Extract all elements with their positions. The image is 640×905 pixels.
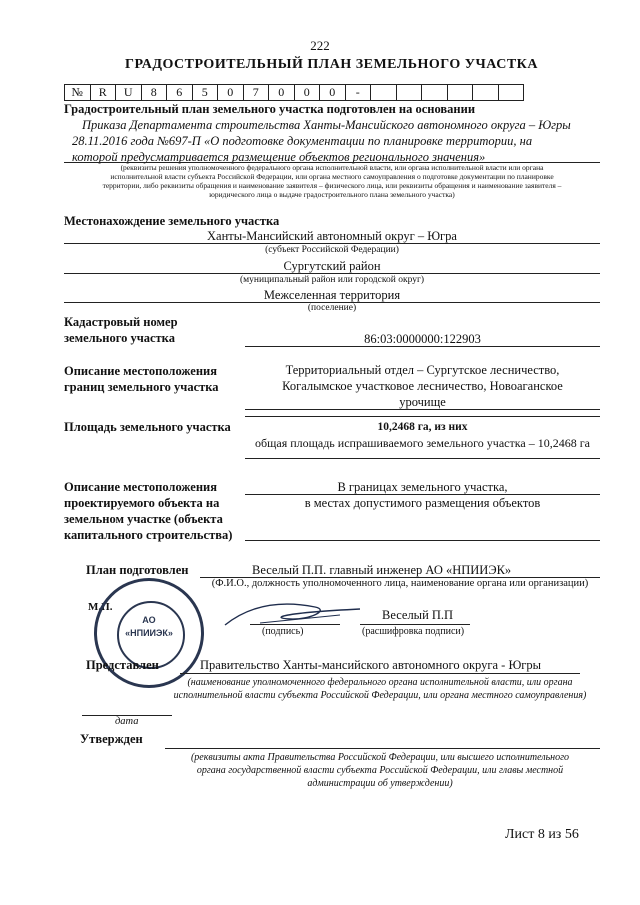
stamp-line-1: АО [142, 615, 156, 625]
number-cell [498, 85, 524, 101]
signature-scribble [220, 595, 370, 635]
number-cell: U [116, 85, 142, 101]
submitted-value: Правительство Ханты-мансийского автономного округа - Югры [200, 658, 542, 672]
object-label-4: капитального строительства) [64, 528, 233, 542]
basis-note-2: исполнительной власти субъекта Российской Федерации, или органа местного самоуправления о подготовке документации по планировке [110, 172, 554, 181]
object-line-1: В границах земельного участка, [337, 480, 508, 494]
prepared-note: (Ф.И.О., должность уполномоченного лица, наименование органа или организации) [211, 578, 589, 589]
approved-note-3: администрации об утверждении) [307, 778, 453, 789]
number-cell [473, 85, 499, 101]
number-cell: 7 [243, 85, 269, 101]
number-cell [447, 85, 473, 101]
approved-label: Утвержден [80, 732, 143, 746]
number-cell [371, 85, 397, 101]
area-top-line [245, 416, 600, 417]
boundaries-underline [245, 409, 600, 410]
basis-line-1: Приказа Департамента строительства Ханты-Мансийского автономного округа – Югры [82, 118, 571, 132]
approved-note-2: органа государственной власти субъекта Российской Федерации, или главы местной [196, 765, 564, 776]
submitted-note-2: исполнительной власти субъекта Российской Федерации, или органа местного самоуправления) [173, 690, 587, 701]
object-label-1: Описание местоположения [64, 480, 217, 494]
decode-note: (расшифровка подписи) [362, 626, 465, 637]
location-subject: Ханты-Мансийский автономный округ – Югра [207, 229, 457, 243]
number-cell: 5 [192, 85, 218, 101]
basis-note-4: юридического лица о выдаче градостроительного плана земельного участка) [209, 190, 455, 199]
basis-heading: Градостроительный план земельного участка подготовлен на основании [64, 102, 476, 116]
number-cell: 0 [269, 85, 295, 101]
page-number: 222 [310, 38, 330, 53]
mp-label: М.П. [88, 601, 113, 613]
object-underline-2 [245, 540, 600, 541]
subject-underline [64, 243, 600, 244]
basis-note-3: территории, либо реквизиты обращения и наименование заявителя – физического лица, или реквизиты обращения и наименование заявителя – [102, 181, 562, 190]
area-value: 10,2468 га, из них [377, 421, 468, 433]
decode-line [360, 624, 470, 625]
area-underline [245, 458, 600, 459]
object-line-2: в местах допустимого размещения объектов [304, 496, 541, 510]
boundaries-line-3: урочище [399, 395, 446, 409]
cadastral-underline [245, 346, 600, 347]
boundaries-line-1: Территориальный отдел – Сургутское лесничество, [285, 363, 560, 377]
cadastral-label-2: земельного участка [64, 331, 175, 345]
number-cell: R [90, 85, 116, 101]
sheet-number: Лист 8 из 56 [505, 827, 579, 842]
stamp-line-2: «НПИИЭК» [125, 628, 173, 638]
approved-underline [165, 748, 600, 749]
submitted-note-1: (наименование уполномоченного федерального органа исполнительной власти, или органа [187, 677, 573, 688]
basis-line-3: которой предусматривается размещение объектов регионального значения» [72, 150, 486, 164]
submitted-underline [180, 673, 580, 674]
number-cell: 0 [294, 85, 320, 101]
district-note: (муниципальный район или городской округ) [239, 275, 425, 285]
subject-note: (субъект Российской Федерации) [265, 245, 399, 255]
object-label-3: земельном участке (объекта [64, 512, 223, 526]
district-underline [64, 273, 600, 274]
plan-number-table [64, 84, 524, 101]
date-note: дата [115, 716, 139, 727]
cadastral-value: 86:03:0000000:122903 [364, 332, 481, 346]
number-cell: 0 [320, 85, 346, 101]
boundaries-line-2: Когалымское участковое лесничество, Новоаганское [282, 379, 563, 393]
number-cell: 0 [218, 85, 244, 101]
number-cell: - [345, 85, 371, 101]
location-district: Сургутский район [283, 259, 381, 273]
object-label-2: проектируемого объекта на [64, 496, 220, 510]
number-cell [396, 85, 422, 101]
boundaries-label-1: Описание местоположения [64, 364, 217, 378]
location-heading: Местонахождение земельного участка [64, 214, 280, 228]
number-cell: 6 [167, 85, 193, 101]
area-detail: общая площадь испрашиваемого земельного участка – 10,2468 га [255, 436, 590, 450]
basis-line-2: 28.11.2016 года №697-П «О подготовке документации по планировке территории, на [72, 134, 533, 148]
document-title: ГРАДОСТРОИТЕЛЬНЫЙ ПЛАН ЗЕМЕЛЬНОГО УЧАСТКА [125, 57, 538, 72]
number-cell: 8 [141, 85, 167, 101]
sign-note: (подпись) [262, 626, 304, 637]
location-settlement: Межселенная территория [263, 288, 401, 302]
settlement-note: (поселение) [307, 303, 357, 313]
number-cell: № [65, 85, 91, 101]
prepared-label: План подготовлен [86, 563, 189, 577]
signature-name: Веселый П.П [382, 608, 454, 622]
approved-note-1: (реквизиты акта Правительства Российской Федерации, или высшего исполнительного [190, 752, 570, 763]
prepared-value: Веселый П.П. главный инженер АО «НПИИЭК» [252, 563, 512, 577]
area-label: Площадь земельного участка [64, 420, 231, 434]
basis-note-1: (реквизиты решения уполномоченного федерального органа исполнительной власти, или органа исполнительной власти или органа [120, 163, 544, 172]
cadastral-label-1: Кадастровый номер [64, 315, 178, 329]
number-cell [422, 85, 448, 101]
submitted-label: Представлен [86, 658, 159, 672]
boundaries-label-2: границ земельного участка [64, 380, 219, 394]
